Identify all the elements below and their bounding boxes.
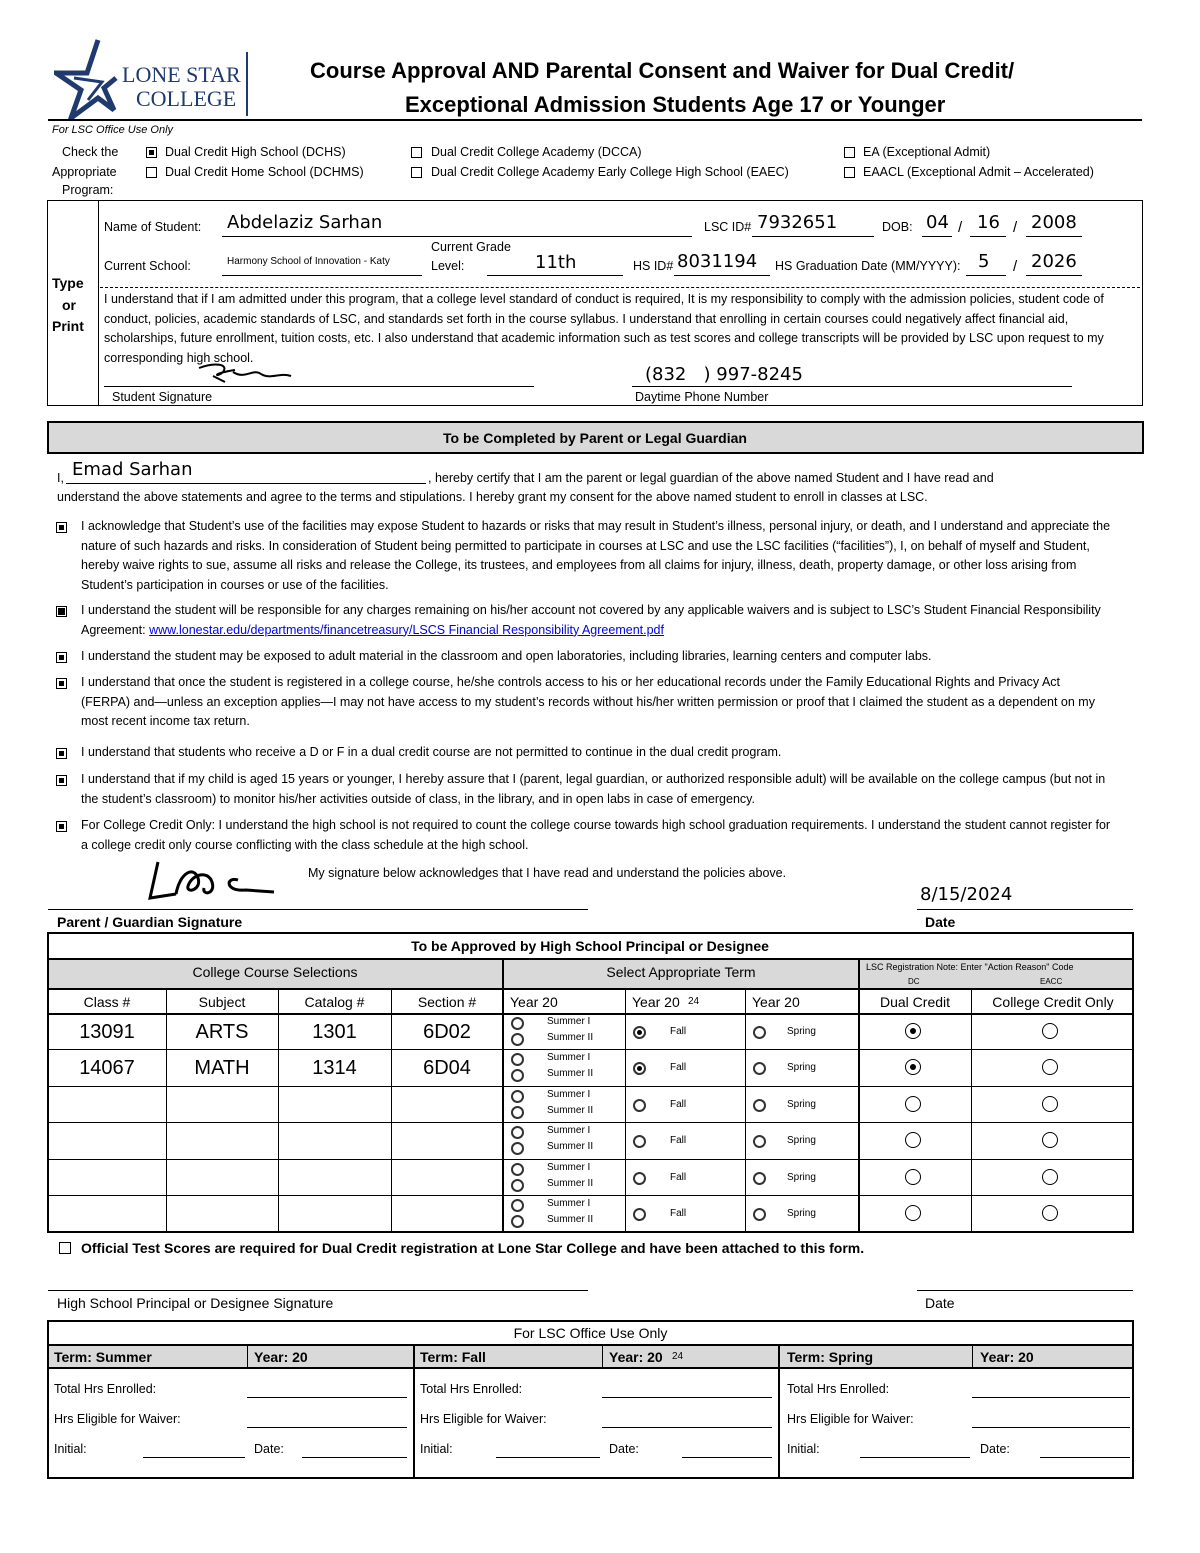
ack-text-6: I understand that if my child is aged 15 years or younger, I hereby assure that I (parent, legal guardian, or authorized responsible adult) will be available on the college campus (but not in the student’s classroom) to monitor his/her activities outside of class, in the library, and in open labs in case of emergency. xyxy=(81,772,1106,806)
col-header-year-summer: Year 20 xyxy=(510,994,558,1010)
fall-eligible-line xyxy=(602,1427,772,1428)
ack-text-3: I understand the student may be exposed to adult material in the classroom and open laboratories, including libraries, learning centers and computer labs. xyxy=(81,649,932,663)
col-header-subject: Subject xyxy=(198,994,246,1010)
financial-agreement-link[interactable]: www.lonestar.edu/departments/financetreasury/LSCS Financial Responsibility Agreement.pdf xyxy=(149,622,664,637)
lscid-value[interactable]: 7932651 xyxy=(757,212,838,233)
dashed-divider xyxy=(100,287,1140,288)
fall-eligible-label: Hrs Eligible for Waiver: xyxy=(420,1412,547,1426)
ack-checkbox-2[interactable] xyxy=(56,606,67,617)
office-use-label: For LSC Office Use Only xyxy=(52,124,174,136)
student-signature-line xyxy=(104,386,534,387)
row-2-section[interactable]: 6D04 xyxy=(423,1057,471,1079)
parent-date-value[interactable]: 8/15/2024 xyxy=(920,884,1013,905)
ack-text-5: I understand that students who receive a D or F in a dual credit course are not permitted to continue in the dual credit program. xyxy=(81,745,782,759)
row-4-spring-label: Spring xyxy=(787,1135,816,1146)
summer-eligible-line xyxy=(247,1427,407,1428)
office-use-title: For LSC Office Use Only xyxy=(513,1325,668,1341)
row-3-college-credit-only-radio[interactable] xyxy=(1042,1096,1058,1112)
term-fall-year-fill: 24 xyxy=(672,1351,684,1362)
row-4-fall-label: Fall xyxy=(670,1135,687,1146)
school-value[interactable]: Harmony School of Innovation - Katy xyxy=(227,256,390,267)
row-4-summer1-label: Summer I xyxy=(547,1125,591,1136)
row-2-class[interactable]: 14067 xyxy=(79,1057,135,1079)
hsid-line xyxy=(674,275,770,276)
row-5-college-credit-only-radio[interactable] xyxy=(1042,1169,1058,1185)
program-label-eaacl: EAACL (Exceptional Admit – Accelerated) xyxy=(863,165,1094,179)
student-box-divider xyxy=(98,200,99,406)
test-scores-statement: Official Test Scores are required for Dual Credit registration at Lone Star College and have been attached to this form. xyxy=(81,1240,865,1256)
row-1-spring-radio[interactable] xyxy=(753,1026,766,1039)
row-2-spring-radio[interactable] xyxy=(753,1062,766,1075)
spring-eligible-line xyxy=(972,1427,1130,1428)
student-name-line xyxy=(222,236,692,237)
row-3-summer2-radio[interactable] xyxy=(511,1106,524,1119)
ack-text-4: I understand that once the student is registered in a college course, he/she controls access to his or her educational records under the Family Educational Rights and Privacy Act (FERPA) and—unless an exception applies—I may not have access to my student’s records without his/her written permission or proof that I claimed the student as a dependent on my most recent income tax return. xyxy=(81,675,1095,728)
program-checkbox-eaacl[interactable] xyxy=(844,167,855,178)
logo-line-1: LONE STAR xyxy=(122,62,241,87)
fall-date-label: Date: xyxy=(609,1442,639,1456)
row-1-college-credit-only-radio[interactable] xyxy=(1042,1023,1058,1039)
row-3-spring-label: Spring xyxy=(787,1099,816,1110)
row-2-summer2-label: Summer II xyxy=(547,1068,594,1079)
row-1-class[interactable]: 13091 xyxy=(79,1021,135,1043)
grade-value[interactable]: 11th xyxy=(535,252,577,273)
office-vline-5 xyxy=(972,1344,973,1367)
row-1-summer1-radio[interactable] xyxy=(511,1017,524,1030)
row-2-subject[interactable]: MATH xyxy=(194,1057,250,1079)
row-4-summer1-radio[interactable] xyxy=(511,1126,524,1139)
row-4-dual-credit-radio[interactable] xyxy=(905,1132,921,1148)
office-vline-3 xyxy=(247,1344,248,1367)
spring-date-line xyxy=(1040,1457,1130,1458)
registration-note-dc: DC xyxy=(908,977,920,986)
row-3-summer1-radio[interactable] xyxy=(511,1090,524,1103)
spring-eligible-label: Hrs Eligible for Waiver: xyxy=(787,1412,914,1426)
spring-date-label: Date: xyxy=(980,1442,1010,1456)
row-5-summer1-label: Summer I xyxy=(547,1162,591,1173)
registration-note-eacc: EACC xyxy=(1040,977,1063,986)
row-rule-1 xyxy=(47,1049,1134,1050)
row-4-fall-radio[interactable] xyxy=(633,1135,646,1148)
ack-checkbox-7[interactable] xyxy=(56,821,67,832)
row-5-summer1-radio[interactable] xyxy=(511,1163,524,1176)
program-checkbox-eaec[interactable] xyxy=(411,167,422,178)
office-vline-2 xyxy=(778,1344,780,1478)
student-name-label: Name of Student: xyxy=(104,220,202,234)
row-2-spring-label: Spring xyxy=(787,1062,816,1073)
row-1-summer1-label: Summer I xyxy=(547,1016,591,1027)
graddate-label: HS Graduation Date (MM/YYYY): xyxy=(775,259,961,273)
program-checkbox-dchms[interactable] xyxy=(146,167,157,178)
row-1-dual-credit-radio[interactable] xyxy=(905,1023,921,1039)
ack-text-1: I acknowledge that Student’s use of the facilities may expose Student to hazards or risks that may result in Student’s illness, personal injury, or death, and I understand and appreciate the nature of such hazards and risks. In consideration of Student being permitted to participate in courses at LSC and use the LSC facilities (“facilities”), I, on behalf of myself and Student, hereby waive rights to sue, assume all risks and release the College, its trustees, and employees from all claims for injury, illness, death, property damage, or other loss arising from Student’s participation in courses or use of the facilities. xyxy=(81,519,1111,592)
row-3-summer2-label: Summer II xyxy=(547,1105,594,1116)
col-header-catalog: Catalog # xyxy=(304,994,365,1010)
row-1-fall-radio[interactable] xyxy=(633,1026,646,1039)
ack-checkbox-6[interactable] xyxy=(56,775,67,786)
row-6-summer1-radio[interactable] xyxy=(511,1199,524,1212)
fall-initial-label: Initial: xyxy=(420,1442,453,1456)
col-header-dual-credit: Dual Credit xyxy=(879,994,951,1010)
parent-name-line xyxy=(66,483,426,484)
summer-date-line xyxy=(302,1457,407,1458)
row-1-catalog[interactable]: 1301 xyxy=(312,1021,357,1043)
check-label-3: Program: xyxy=(62,183,114,197)
print-label: Print xyxy=(52,318,84,334)
spring-total-line xyxy=(972,1397,1130,1398)
principal-signature-label: High School Principal or Designee Signature xyxy=(57,1295,334,1311)
check-label-1: Check the xyxy=(62,145,119,159)
row-3-summer1-label: Summer I xyxy=(547,1089,591,1100)
row-1-summer2-label: Summer II xyxy=(547,1032,594,1043)
row-3-fall-radio[interactable] xyxy=(633,1099,646,1112)
check-label-2: Appropriate xyxy=(52,165,117,179)
summer-total-line xyxy=(247,1397,407,1398)
term-spring: Term: Spring xyxy=(787,1349,874,1365)
principal-date-line xyxy=(917,1290,1133,1291)
principal-signature-line xyxy=(48,1290,588,1291)
approval-title: To be Approved by High School Principal or Designee xyxy=(411,938,769,954)
row-rule-2 xyxy=(47,1086,1134,1087)
row-1-subject[interactable]: ARTS xyxy=(195,1021,249,1043)
fall-initial-line xyxy=(496,1457,600,1458)
row-2-summer2-radio[interactable] xyxy=(511,1069,524,1082)
grade-line xyxy=(487,275,623,276)
parent-signature-label: Parent / Guardian Signature xyxy=(57,914,243,930)
dob-label: DOB: xyxy=(882,220,913,234)
phone-label: Daytime Phone Number xyxy=(635,390,769,404)
page-title: Course Approval AND Parental Consent and Waiver for Dual Credit/ xyxy=(310,58,1015,83)
parent-date-label: Date xyxy=(925,914,956,930)
program-label-ea: EA (Exceptional Admit) xyxy=(863,145,991,159)
student-statement: I understand that if I am admitted under this program, that a college level standard of conduct is required, It is my responsibility to comply with the admission policies, student code of conduct, policies, academic standards of LSC, and standards set forth in the course syllabus. I understand that enrolling in certain courses could negatively affect financial aid, scholarships, future enrollment, tuition costs, etc. I also understand that academic information such as test scores and college transcripts will be provided by LSC upon request to my corresponding high school. xyxy=(104,292,1104,365)
hsid-label: HS ID# xyxy=(633,259,674,273)
row-rule-4 xyxy=(47,1159,1134,1160)
row-3-fall-label: Fall xyxy=(670,1099,687,1110)
row-1-fall-label: Fall xyxy=(670,1026,687,1037)
term-summer-year: Year: 20 xyxy=(254,1349,308,1365)
vline-7 xyxy=(858,960,860,1232)
spring-total-hrs-label: Total Hrs Enrolled: xyxy=(787,1382,890,1396)
term-fall: Term: Fall xyxy=(420,1349,486,1365)
row-3-spring-radio[interactable] xyxy=(753,1099,766,1112)
principal-date-label: Date xyxy=(925,1295,955,1311)
test-scores-checkbox[interactable] xyxy=(59,1242,71,1254)
row-1-section[interactable]: 6D02 xyxy=(423,1021,471,1043)
parent-ack-statement: My signature below acknowledges that I have read and understand the policies above. xyxy=(308,866,787,880)
term-spring-year: Year: 20 xyxy=(980,1349,1034,1365)
summer-initial-line xyxy=(143,1457,245,1458)
row-2-catalog[interactable]: 1314 xyxy=(312,1057,357,1079)
fall-total-line xyxy=(602,1397,772,1398)
parent-signature xyxy=(146,858,286,902)
row-6-spring-radio[interactable] xyxy=(753,1208,766,1221)
school-line xyxy=(222,275,422,276)
ack-checkbox-1[interactable] xyxy=(56,522,67,533)
grade-label-2: Level: xyxy=(431,259,465,273)
program-label-eaec: Dual Credit College Academy Early College High School (EAEC) xyxy=(431,165,789,179)
program-checkbox-dchs[interactable] xyxy=(146,147,157,158)
row-4-summer2-label: Summer II xyxy=(547,1141,594,1152)
year-fall-fill: 24 xyxy=(688,996,700,1007)
phone-line xyxy=(632,386,1072,387)
ack-text-2-body: I understand the student will be responsible for any charges remaining on his/her account not covered by any applicable waivers and is subject to LSC’s Student Financial Responsibility Agreement: xyxy=(81,603,1101,637)
grad-year-line xyxy=(1026,275,1082,276)
ack-checkbox-3[interactable] xyxy=(56,652,67,663)
row-3-dual-credit-radio[interactable] xyxy=(905,1096,921,1112)
row-4-spring-radio[interactable] xyxy=(753,1135,766,1148)
row-2-fall-label: Fall xyxy=(670,1062,687,1073)
fall-date-line xyxy=(682,1457,772,1458)
row-5-fall-radio[interactable] xyxy=(633,1172,646,1185)
header-rule xyxy=(48,119,1142,121)
dob-slash-2: / xyxy=(1013,219,1018,236)
program-label-dchs: Dual Credit High School (DCHS) xyxy=(165,145,346,159)
course-selections-header: College Course Selections xyxy=(192,964,358,980)
row-2-summer1-radio[interactable] xyxy=(511,1053,524,1066)
hsid-value[interactable]: 8031194 xyxy=(677,251,758,272)
row-5-dual-credit-radio[interactable] xyxy=(905,1169,921,1185)
office-term-rule xyxy=(47,1367,1134,1369)
term-fall-year: Year: 20 xyxy=(609,1349,663,1365)
row-4-summer2-radio[interactable] xyxy=(511,1142,524,1155)
col-header-section: Section # xyxy=(417,994,477,1010)
office-vline-1 xyxy=(413,1344,415,1478)
dob-year-line xyxy=(1026,236,1082,237)
dob-month-line xyxy=(922,236,952,237)
student-name-value[interactable]: Abdelaziz Sarhan xyxy=(227,212,383,233)
ack-checkbox-5[interactable] xyxy=(56,748,67,759)
program-checkbox-dcca[interactable] xyxy=(411,147,422,158)
parent-i-label: I, xyxy=(57,471,64,485)
row-1-summer2-radio[interactable] xyxy=(511,1033,524,1046)
registration-note-1: LSC Registration Note: Enter "Action Reason" Code xyxy=(866,962,1074,972)
row-5-spring-radio[interactable] xyxy=(753,1172,766,1185)
dob-day[interactable]: 16 xyxy=(977,212,1000,233)
term-header: Select Appropriate Term xyxy=(606,964,756,980)
row-5-fall-label: Fall xyxy=(670,1172,687,1183)
row-rule-3 xyxy=(47,1122,1134,1123)
program-label-dcca: Dual Credit College Academy (DCCA) xyxy=(431,145,642,159)
row-6-fall-label: Fall xyxy=(670,1208,687,1219)
summer-eligible-label: Hrs Eligible for Waiver: xyxy=(54,1412,181,1426)
row-4-college-credit-only-radio[interactable] xyxy=(1042,1132,1058,1148)
or-label: or xyxy=(62,297,76,313)
type-label: Type xyxy=(52,275,84,291)
dob-slash-1: / xyxy=(958,219,963,236)
parent-name-value[interactable]: Emad Sarhan xyxy=(72,459,193,480)
parent-signature-line xyxy=(48,909,588,910)
lscid-label: LSC ID# xyxy=(704,220,752,234)
dob-day-line xyxy=(970,236,1006,237)
certify-line-1: , hereby certify that I am the parent or legal guardian of the above named Student and I have read and xyxy=(428,471,994,485)
row-6-summer2-label: Summer II xyxy=(547,1214,594,1225)
dob-month[interactable]: 04 xyxy=(926,212,949,233)
col-header-year-fall: Year 20 xyxy=(632,994,680,1010)
row-6-summer2-radio[interactable] xyxy=(511,1215,524,1228)
row-6-summer1-label: Summer I xyxy=(547,1198,591,1209)
spring-initial-line xyxy=(860,1457,970,1458)
vline-4 xyxy=(502,960,504,1232)
row-5-summer2-label: Summer II xyxy=(547,1178,594,1189)
col-header-class: Class # xyxy=(83,994,131,1010)
page-title-line-2: Exceptional Admission Students Age 17 or Younger xyxy=(405,92,946,117)
logo-line-2: COLLEGE xyxy=(136,86,237,111)
grade-label-1: Current Grade xyxy=(431,240,511,254)
col-header-year-spring: Year 20 xyxy=(752,994,800,1010)
row-5-summer2-radio[interactable] xyxy=(511,1179,524,1192)
row-6-spring-label: Spring xyxy=(787,1208,816,1219)
parent-section-title: To be Completed by Parent or Legal Guardian xyxy=(443,430,747,446)
grad-month-line xyxy=(966,275,1006,276)
row-6-college-credit-only-radio[interactable] xyxy=(1042,1205,1058,1221)
certify-line-2: understand the above statements and agree to the terms and stipulations. I hereby grant my consent for the above named student to enroll in classes at LSC. xyxy=(57,490,928,504)
program-checkbox-ea[interactable] xyxy=(844,147,855,158)
ack-text-7: For College Credit Only: I understand the high school is not required to count the college course towards high school graduation requirements. I understand the student cannot register for a college credit only course conflicting with the class schedule at the high school. xyxy=(81,818,1111,852)
term-summer: Term: Summer xyxy=(54,1349,152,1365)
student-signature xyxy=(195,360,305,388)
row-2-summer1-label: Summer I xyxy=(547,1052,591,1063)
ack-checkbox-4[interactable] xyxy=(56,678,67,689)
summer-date-label: Date: xyxy=(254,1442,284,1456)
row-5-spring-label: Spring xyxy=(787,1172,816,1183)
row-1-spring-label: Spring xyxy=(787,1026,816,1037)
spring-initial-label: Initial: xyxy=(787,1442,820,1456)
row-2-fall-radio[interactable] xyxy=(633,1062,646,1075)
office-term-row-bg xyxy=(49,1346,1132,1367)
row-6-dual-credit-radio[interactable] xyxy=(905,1205,921,1221)
office-vline-4 xyxy=(602,1344,603,1367)
grad-year[interactable]: 2026 xyxy=(1031,251,1077,272)
summer-total-hrs-label: Total Hrs Enrolled: xyxy=(54,1382,157,1396)
summer-initial-label: Initial: xyxy=(54,1442,87,1456)
row-6-fall-radio[interactable] xyxy=(633,1208,646,1221)
ack-text-2 xyxy=(81,601,1111,640)
dob-year[interactable]: 2008 xyxy=(1031,212,1077,233)
lscid-line xyxy=(752,236,874,237)
school-label: Current School: xyxy=(104,259,191,273)
parent-date-line xyxy=(917,909,1133,910)
fall-total-hrs-label: Total Hrs Enrolled: xyxy=(420,1382,523,1396)
row-2-college-credit-only-radio[interactable] xyxy=(1042,1059,1058,1075)
row-2-dual-credit-radio[interactable] xyxy=(905,1059,921,1075)
student-signature-label: Student Signature xyxy=(112,390,213,404)
grad-slash: / xyxy=(1013,258,1018,275)
grad-month[interactable]: 5 xyxy=(978,251,990,272)
phone-value[interactable]: (832 ) 997-8245 xyxy=(645,364,803,385)
col-header-college-credit-only: College Credit Only xyxy=(992,994,1114,1010)
row-rule-5 xyxy=(47,1195,1134,1196)
program-label-dchms: Dual Credit Home School (DCHMS) xyxy=(165,165,364,179)
